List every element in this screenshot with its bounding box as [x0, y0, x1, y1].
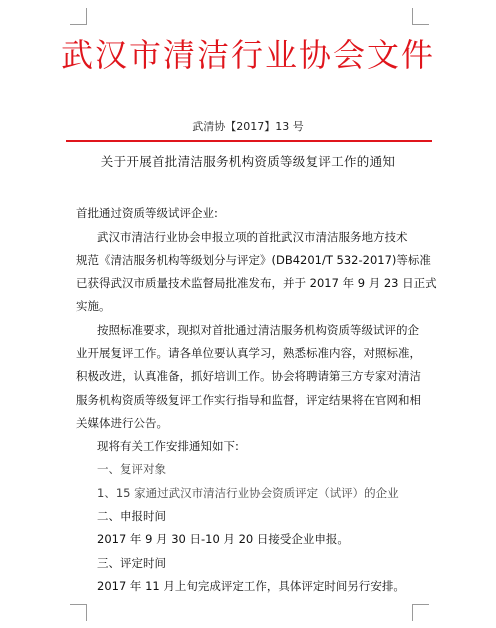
- paragraph-1-line-2: 规范《清洁服务机构等级划分与评定》(DB4201/T 532-2017)等标准: [76, 253, 431, 267]
- section-2-heading: 二、申报时间: [97, 509, 166, 523]
- paragraph-1-line-1: 武汉市清洁行业协会申报立项的首批武汉市清洁服务地方技术: [97, 230, 408, 244]
- crop-mark-bottom-left: [70, 604, 87, 621]
- notice-title: 关于开展首批清洁服务机构资质等级复评工作的通知: [100, 154, 396, 169]
- section-2-content: 2017 年 9 月 30 日-10 月 20 日接受企业申报。: [97, 532, 349, 546]
- crop-mark-top-left: [70, 8, 87, 25]
- section-3-heading: 三、评定时间: [97, 556, 166, 570]
- section-1-heading: 一、复评对象: [97, 462, 166, 476]
- paragraph-3: 现将有关工作安排通知如下:: [97, 439, 239, 453]
- crop-mark-top-right: [412, 8, 429, 25]
- paragraph-1-line-3: 已获得武汉市质量技术监督局批准发布，并于 2017 年 9 月 23 日正式: [76, 276, 437, 290]
- crop-mark-bottom-right: [412, 604, 429, 621]
- document-header-title: 武汉市清洁行业协会文件: [60, 36, 435, 74]
- section-1-content: 1、15 家通过武汉市清洁行业协会资质评定（试评）的企业: [97, 486, 399, 500]
- paragraph-2-line-5: 关媒体进行公告。: [76, 416, 168, 430]
- document-number: 武清协【2017】13 号: [192, 120, 304, 133]
- paragraph-2-line-2: 业开展复评工作。请各单位要认真学习，熟悉标准内容，对照标准，: [76, 346, 421, 360]
- paragraph-2-line-4: 服务机构资质等级复评工作实行指导和监督，评定结果将在官网和相: [76, 393, 421, 407]
- section-3-content: 2017 年 11 月上旬完成评定工作，具体评定时间另行安排。: [97, 579, 405, 593]
- paragraph-1-line-4: 实施。: [76, 299, 111, 313]
- header-divider: [66, 140, 432, 142]
- paragraph-2-line-3: 积极改进，认真准备，抓好培训工作。协会将聘请第三方专家对清洁: [76, 369, 421, 383]
- paragraph-2-line-1: 按照标准要求，现拟对首批通过清洁服务机构资质等级试评的企: [97, 323, 419, 337]
- salutation: 首批通过资质等级试评企业:: [76, 206, 218, 220]
